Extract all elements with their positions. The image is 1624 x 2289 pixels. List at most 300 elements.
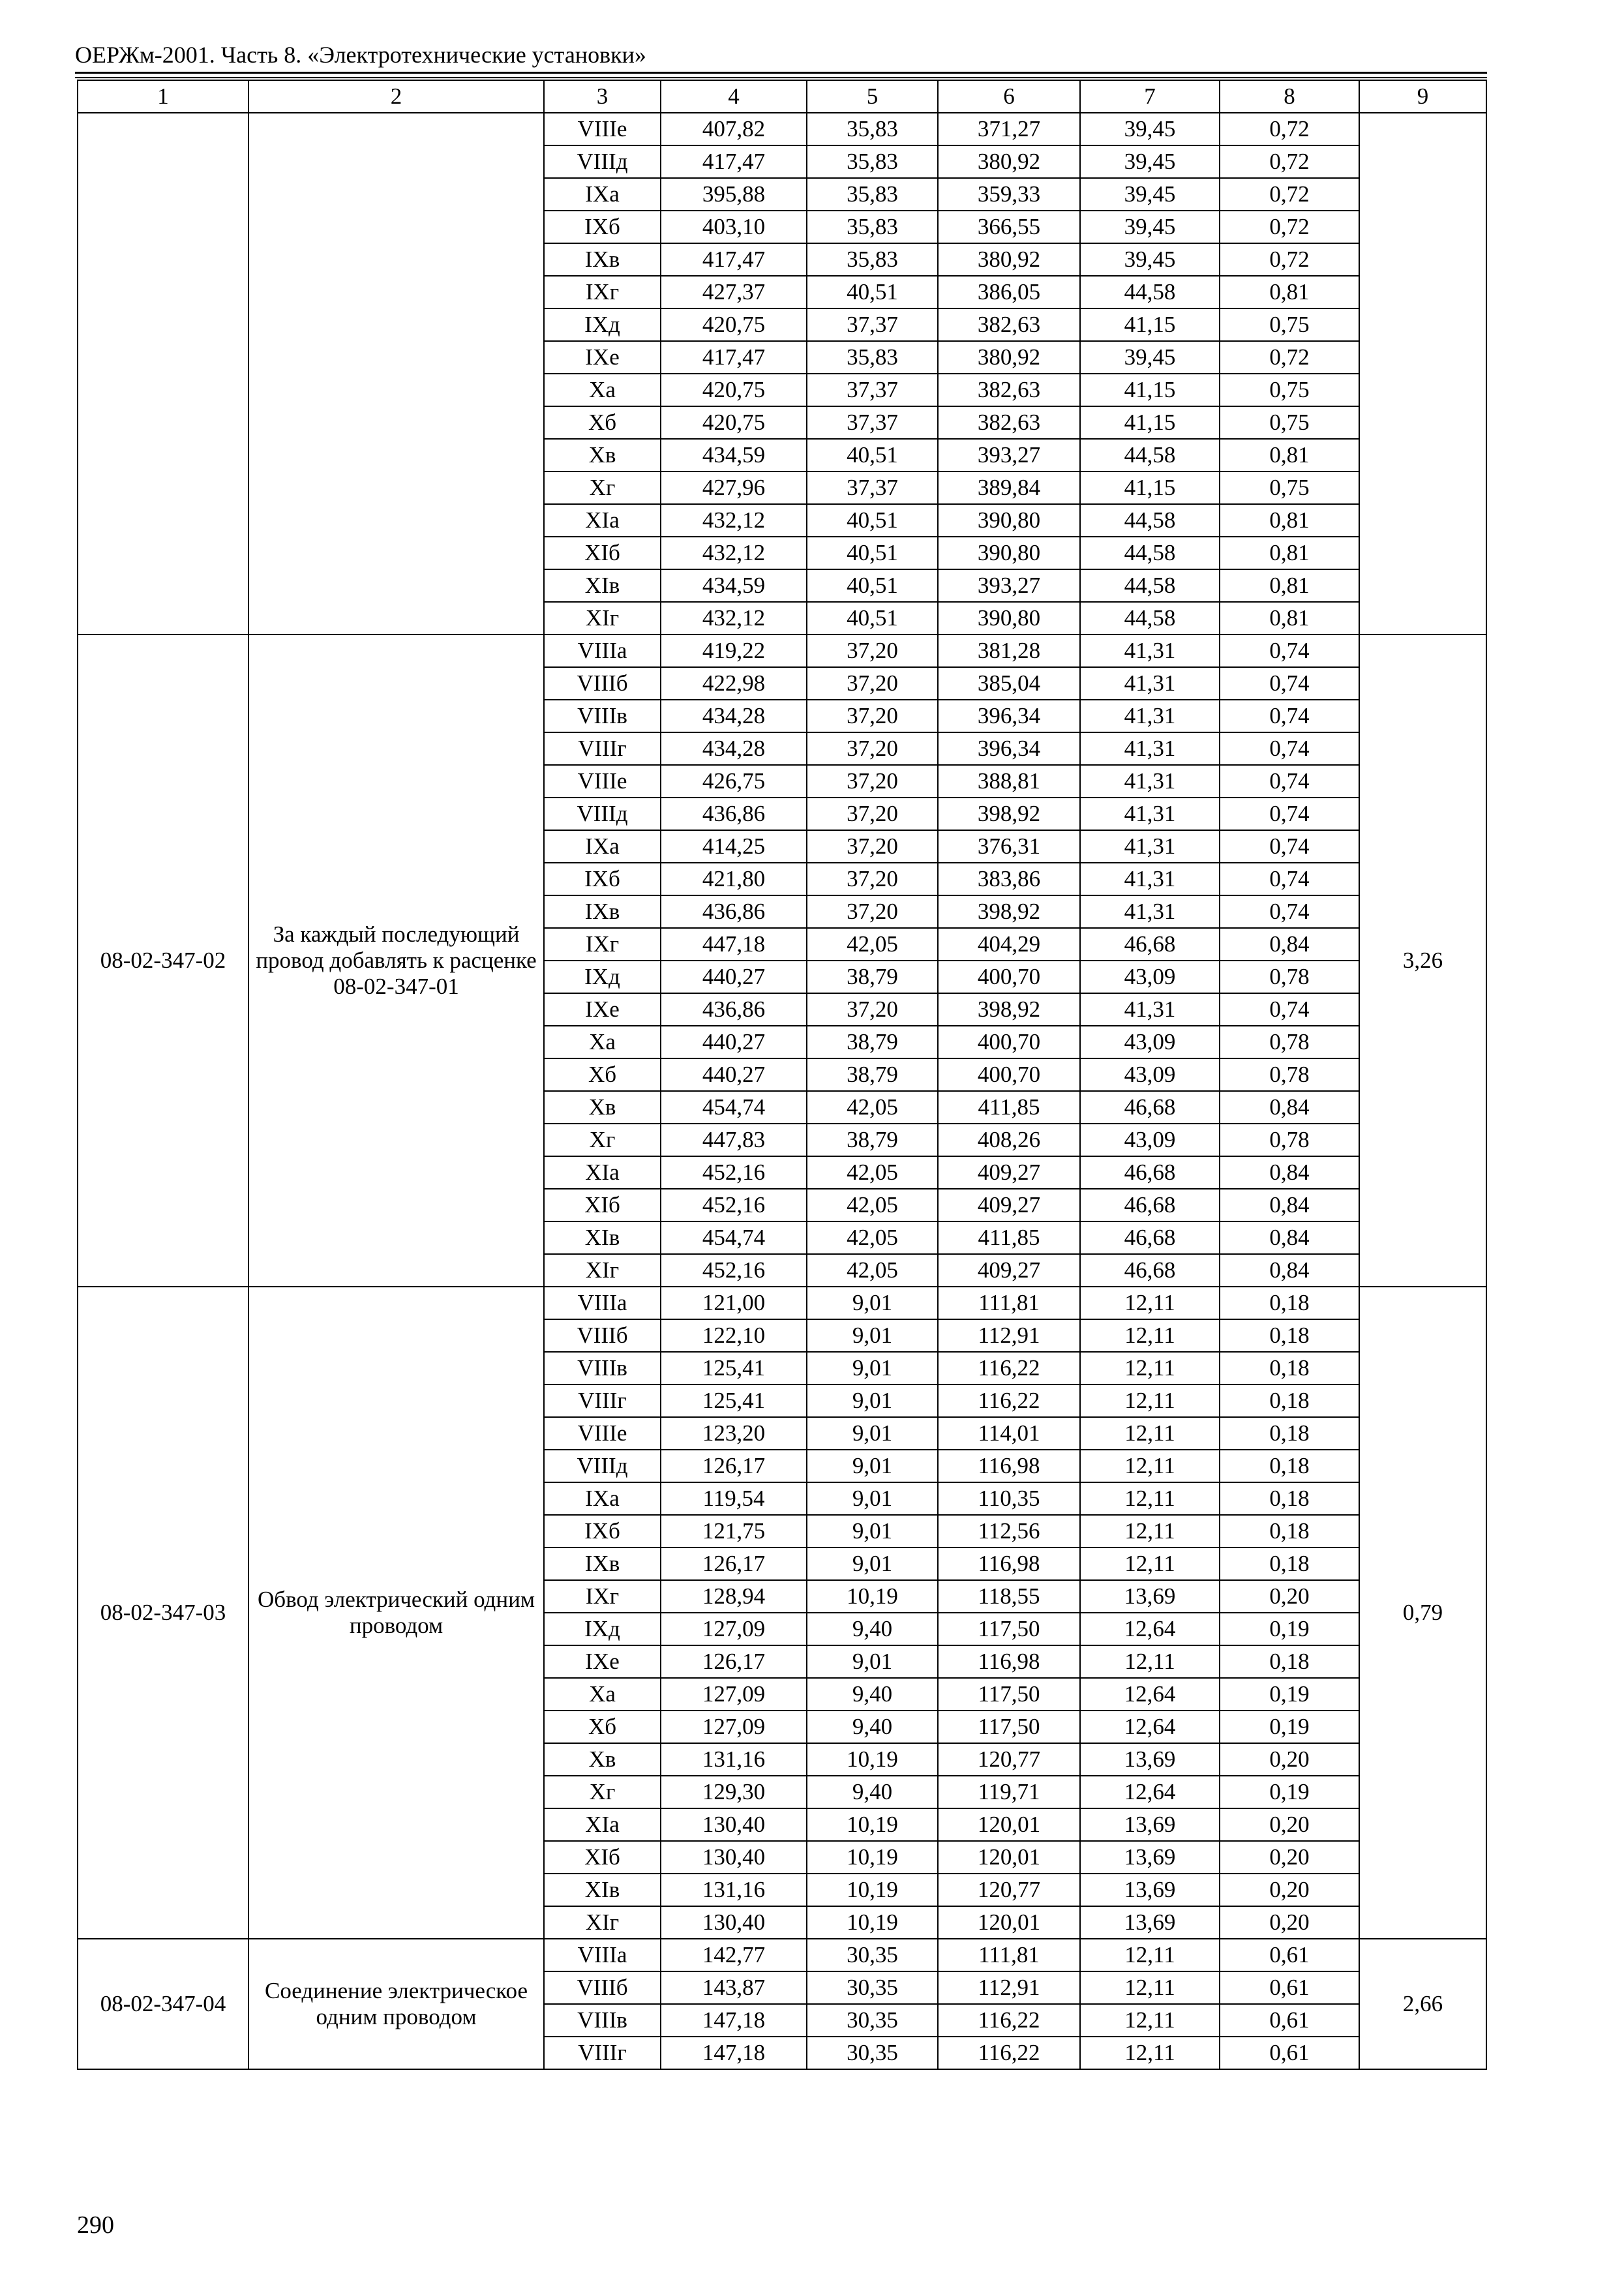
value-cell: 127,09 [661,1711,807,1743]
table-row [78,635,1486,667]
value-cell: 0,74 [1220,667,1359,700]
value-cell: 427,96 [661,471,807,504]
column-header: 7 [1080,80,1220,113]
value-cell: 37,20 [807,667,938,700]
table-row [78,113,1486,145]
value-cell: 440,27 [661,961,807,993]
value-cell: 434,59 [661,439,807,471]
zone-cell: VIIIд [544,145,661,178]
value-cell: 111,81 [938,1287,1080,1319]
value-cell: 0,18 [1220,1482,1359,1515]
value-cell: 0,18 [1220,1548,1359,1580]
value-cell: 390,80 [938,504,1080,537]
value-cell: 44,58 [1080,504,1220,537]
value-cell: 0,81 [1220,569,1359,602]
table-row [78,1287,1486,1319]
value-cell: 121,00 [661,1287,807,1319]
column-header: 5 [807,80,938,113]
value-cell: 9,40 [807,1776,938,1808]
value-cell: 10,19 [807,1580,938,1613]
value-cell: 398,92 [938,993,1080,1026]
value-cell: 9,40 [807,1678,938,1711]
value-cell: 0,84 [1220,1156,1359,1189]
value-cell: 131,16 [661,1874,807,1906]
value-cell: 0,61 [1220,2037,1359,2069]
value-cell: 38,79 [807,1058,938,1091]
value-cell: 400,70 [938,1058,1080,1091]
value-cell: 147,18 [661,2004,807,2037]
value-cell: 10,19 [807,1906,938,1939]
value-cell: 112,91 [938,1971,1080,2004]
value-cell: 38,79 [807,1124,938,1156]
value-cell: 407,82 [661,113,807,145]
labor-total [1359,113,1486,635]
zone-cell: XIб [544,1841,661,1874]
zone-cell: VIIIг [544,732,661,765]
zone-cell: IXг [544,1580,661,1613]
value-cell: 440,27 [661,1058,807,1091]
value-cell: 44,58 [1080,569,1220,602]
zone-cell: XIв [544,1874,661,1906]
zone-cell: IXв [544,1548,661,1580]
value-cell: 0,19 [1220,1613,1359,1645]
value-cell: 0,75 [1220,308,1359,341]
value-cell: 120,01 [938,1841,1080,1874]
value-cell: 116,98 [938,1548,1080,1580]
value-cell: 398,92 [938,798,1080,830]
zone-cell: VIIIа [544,635,661,667]
value-cell: 37,37 [807,406,938,439]
value-cell: 436,86 [661,895,807,928]
value-cell: 0,72 [1220,243,1359,276]
zone-cell: IXг [544,928,661,961]
value-cell: 40,51 [807,602,938,635]
zone-cell: VIIIб [544,667,661,700]
zone-cell: IXг [544,276,661,308]
value-cell: 41,31 [1080,667,1220,700]
value-cell: 35,83 [807,178,938,211]
value-cell: 39,45 [1080,113,1220,145]
value-cell: 37,20 [807,863,938,895]
value-cell: 389,84 [938,471,1080,504]
zone-cell: Xб [544,1711,661,1743]
value-cell: 37,20 [807,895,938,928]
value-cell: 30,35 [807,1971,938,2004]
value-cell: 0,20 [1220,1580,1359,1613]
value-cell: 0,61 [1220,2004,1359,2037]
value-cell: 452,16 [661,1156,807,1189]
value-cell: 0,74 [1220,635,1359,667]
value-cell: 0,81 [1220,504,1359,537]
value-cell: 41,15 [1080,471,1220,504]
zone-cell: VIIIе [544,765,661,798]
value-cell: 436,86 [661,798,807,830]
zone-cell: VIIIв [544,700,661,732]
value-cell: 30,35 [807,2037,938,2069]
value-cell: 380,92 [938,145,1080,178]
value-cell: 396,34 [938,732,1080,765]
value-cell: 13,69 [1080,1841,1220,1874]
value-cell: 371,27 [938,113,1080,145]
zone-cell: VIIIе [544,113,661,145]
value-cell: 126,17 [661,1645,807,1678]
zone-cell: VIIIв [544,1352,661,1384]
value-cell: 37,37 [807,308,938,341]
value-cell: 128,94 [661,1580,807,1613]
value-cell: 120,01 [938,1906,1080,1939]
value-cell: 417,47 [661,145,807,178]
value-cell: 0,20 [1220,1743,1359,1776]
value-cell: 12,11 [1080,1319,1220,1352]
value-cell: 112,56 [938,1515,1080,1548]
column-header: 2 [248,80,544,113]
value-cell: 39,45 [1080,243,1220,276]
value-cell: 408,26 [938,1124,1080,1156]
value-cell: 44,58 [1080,537,1220,569]
value-cell: 419,22 [661,635,807,667]
value-cell: 38,79 [807,961,938,993]
value-cell: 37,20 [807,830,938,863]
value-cell: 395,88 [661,178,807,211]
value-cell: 43,09 [1080,1026,1220,1058]
value-cell: 0,84 [1220,928,1359,961]
value-cell: 43,09 [1080,1124,1220,1156]
value-cell: 0,75 [1220,471,1359,504]
value-cell: 376,31 [938,830,1080,863]
zone-cell: Xг [544,1776,661,1808]
value-cell: 9,01 [807,1417,938,1450]
value-cell: 130,40 [661,1808,807,1841]
value-cell: 40,51 [807,504,938,537]
value-cell: 0,74 [1220,895,1359,928]
value-cell: 125,41 [661,1352,807,1384]
zone-cell: XIв [544,1221,661,1254]
value-cell: 46,68 [1080,1221,1220,1254]
column-header: 8 [1220,80,1359,113]
zone-cell: IXа [544,1482,661,1515]
value-cell: 9,01 [807,1319,938,1352]
column-header: 3 [544,80,661,113]
value-cell: 432,12 [661,537,807,569]
value-cell: 359,33 [938,178,1080,211]
value-cell: 40,51 [807,569,938,602]
value-cell: 0,84 [1220,1254,1359,1287]
value-cell: 44,58 [1080,276,1220,308]
value-cell: 120,77 [938,1874,1080,1906]
value-cell: 0,18 [1220,1450,1359,1482]
value-cell: 0,75 [1220,406,1359,439]
value-cell: 0,78 [1220,1124,1359,1156]
zone-cell: IXв [544,243,661,276]
value-cell: 400,70 [938,961,1080,993]
value-cell: 0,19 [1220,1776,1359,1808]
value-cell: 0,72 [1220,178,1359,211]
value-cell: 0,20 [1220,1874,1359,1906]
value-cell: 147,18 [661,2037,807,2069]
value-cell: 120,77 [938,1743,1080,1776]
value-cell: 44,58 [1080,439,1220,471]
value-cell: 447,83 [661,1124,807,1156]
value-cell: 37,20 [807,635,938,667]
value-cell: 42,05 [807,1189,938,1221]
value-cell: 9,01 [807,1352,938,1384]
value-cell: 0,19 [1220,1678,1359,1711]
zone-cell: VIIIа [544,1939,661,1971]
value-cell: 13,69 [1080,1874,1220,1906]
value-cell: 12,11 [1080,1515,1220,1548]
value-cell: 12,11 [1080,1352,1220,1384]
value-cell: 9,01 [807,1548,938,1580]
zone-cell: IXв [544,895,661,928]
value-cell: 121,75 [661,1515,807,1548]
value-cell: 41,15 [1080,308,1220,341]
value-cell: 0,18 [1220,1287,1359,1319]
value-cell: 41,15 [1080,406,1220,439]
value-cell: 400,70 [938,1026,1080,1058]
value-cell: 0,84 [1220,1221,1359,1254]
value-cell: 39,45 [1080,145,1220,178]
labor-total: 3,26 [1359,635,1486,1287]
value-cell: 0,20 [1220,1808,1359,1841]
value-cell: 12,11 [1080,1939,1220,1971]
value-cell: 42,05 [807,1221,938,1254]
value-cell: 46,68 [1080,928,1220,961]
value-cell: 42,05 [807,1254,938,1287]
zone-cell: IXд [544,308,661,341]
value-cell: 9,01 [807,1384,938,1417]
value-cell: 0,81 [1220,439,1359,471]
zone-cell: Xв [544,1091,661,1124]
value-cell: 43,09 [1080,1058,1220,1091]
value-cell: 46,68 [1080,1091,1220,1124]
value-cell: 123,20 [661,1417,807,1450]
value-cell: 380,92 [938,243,1080,276]
value-cell: 117,50 [938,1711,1080,1743]
header-rule [75,72,1487,74]
value-cell: 386,05 [938,276,1080,308]
rate-code: 08-02-347-02 [78,635,248,1287]
zone-cell: XIа [544,1156,661,1189]
value-cell: 37,20 [807,700,938,732]
value-cell: 393,27 [938,439,1080,471]
zone-cell: Xа [544,374,661,406]
value-cell: 41,15 [1080,374,1220,406]
value-cell: 42,05 [807,1091,938,1124]
value-cell: 421,80 [661,863,807,895]
value-cell: 127,09 [661,1678,807,1711]
value-cell: 426,75 [661,765,807,798]
value-cell: 0,74 [1220,765,1359,798]
value-cell: 116,22 [938,2004,1080,2037]
value-cell: 0,20 [1220,1906,1359,1939]
value-cell: 12,64 [1080,1776,1220,1808]
value-cell: 0,18 [1220,1384,1359,1417]
zone-cell: IXа [544,178,661,211]
rate-description [248,113,544,635]
value-cell: 9,40 [807,1613,938,1645]
value-cell: 436,86 [661,993,807,1026]
value-cell: 41,31 [1080,863,1220,895]
value-cell: 0,78 [1220,1058,1359,1091]
value-cell: 111,81 [938,1939,1080,1971]
value-cell: 0,18 [1220,1352,1359,1384]
value-cell: 454,74 [661,1221,807,1254]
zone-cell: Xа [544,1026,661,1058]
value-cell: 434,59 [661,569,807,602]
table-row [78,1939,1486,1971]
value-cell: 37,20 [807,993,938,1026]
value-cell: 0,72 [1220,113,1359,145]
value-cell: 12,64 [1080,1613,1220,1645]
value-cell: 0,74 [1220,830,1359,863]
value-cell: 13,69 [1080,1580,1220,1613]
zone-cell: XIб [544,537,661,569]
value-cell: 0,84 [1220,1189,1359,1221]
value-cell: 35,83 [807,341,938,374]
zone-cell: VIIIг [544,2037,661,2069]
header-rule-thin [75,77,1487,78]
value-cell: 440,27 [661,1026,807,1058]
value-cell: 37,20 [807,732,938,765]
zone-cell: VIIIб [544,1319,661,1352]
value-cell: 427,37 [661,276,807,308]
zone-cell: IXд [544,961,661,993]
value-cell: 43,09 [1080,961,1220,993]
zone-cell: Xв [544,1743,661,1776]
value-cell: 37,20 [807,798,938,830]
value-cell: 409,27 [938,1156,1080,1189]
value-cell: 0,61 [1220,1939,1359,1971]
value-cell: 37,37 [807,471,938,504]
value-cell: 41,31 [1080,700,1220,732]
value-cell: 420,75 [661,308,807,341]
value-cell: 30,35 [807,2004,938,2037]
value-cell: 0,84 [1220,1091,1359,1124]
value-cell: 0,72 [1220,211,1359,243]
value-cell: 30,35 [807,1939,938,1971]
value-cell: 432,12 [661,602,807,635]
value-cell: 12,64 [1080,1678,1220,1711]
value-cell: 12,11 [1080,1450,1220,1482]
norms-table [77,80,1487,2070]
zone-cell: VIIIб [544,1971,661,2004]
value-cell: 0,72 [1220,341,1359,374]
value-cell: 382,63 [938,308,1080,341]
value-cell: 0,20 [1220,1841,1359,1874]
value-cell: 46,68 [1080,1189,1220,1221]
value-cell: 385,04 [938,667,1080,700]
value-cell: 12,11 [1080,1971,1220,2004]
value-cell: 12,11 [1080,1287,1220,1319]
value-cell: 432,12 [661,504,807,537]
value-cell: 411,85 [938,1221,1080,1254]
value-cell: 390,80 [938,602,1080,635]
zone-cell: XIа [544,504,661,537]
zone-cell: IXб [544,863,661,895]
value-cell: 37,20 [807,765,938,798]
rate-code [78,113,248,635]
value-cell: 10,19 [807,1841,938,1874]
value-cell: 9,01 [807,1450,938,1482]
zone-cell: IXе [544,1645,661,1678]
value-cell: 131,16 [661,1743,807,1776]
value-cell: 12,11 [1080,2004,1220,2037]
zone-cell: XIв [544,569,661,602]
value-cell: 41,31 [1080,798,1220,830]
value-cell: 0,81 [1220,276,1359,308]
value-cell: 0,18 [1220,1645,1359,1678]
value-cell: 0,72 [1220,145,1359,178]
value-cell: 39,45 [1080,178,1220,211]
value-cell: 0,18 [1220,1515,1359,1548]
column-number-row [78,80,1486,113]
rate-code: 08-02-347-03 [78,1287,248,1939]
value-cell: 0,78 [1220,961,1359,993]
value-cell: 417,47 [661,341,807,374]
value-cell: 414,25 [661,830,807,863]
value-cell: 130,40 [661,1906,807,1939]
zone-cell: XIб [544,1189,661,1221]
value-cell: 434,28 [661,700,807,732]
value-cell: 411,85 [938,1091,1080,1124]
zone-cell: Xг [544,471,661,504]
column-header: 4 [661,80,807,113]
value-cell: 40,51 [807,537,938,569]
value-cell: 10,19 [807,1743,938,1776]
value-cell: 403,10 [661,211,807,243]
labor-total: 2,66 [1359,1939,1486,2069]
value-cell: 46,68 [1080,1156,1220,1189]
value-cell: 38,79 [807,1026,938,1058]
value-cell: 12,11 [1080,2037,1220,2069]
value-cell: 13,69 [1080,1808,1220,1841]
value-cell: 119,54 [661,1482,807,1515]
value-cell: 452,16 [661,1189,807,1221]
value-cell: 125,41 [661,1384,807,1417]
page-header: ОЕРЖм-2001. Часть 8. «Электротехнические установки» [75,42,646,68]
value-cell: 12,11 [1080,1482,1220,1515]
value-cell: 116,22 [938,1352,1080,1384]
value-cell: 13,69 [1080,1906,1220,1939]
zone-cell: VIIIе [544,1417,661,1450]
value-cell: 117,50 [938,1613,1080,1645]
zone-cell: IXе [544,993,661,1026]
value-cell: 390,80 [938,537,1080,569]
rate-description: Обвод электрический одним проводом [248,1287,544,1939]
value-cell: 0,78 [1220,1026,1359,1058]
value-cell: 116,22 [938,1384,1080,1417]
value-cell: 404,29 [938,928,1080,961]
value-cell: 0,81 [1220,602,1359,635]
value-cell: 9,01 [807,1287,938,1319]
value-cell: 420,75 [661,406,807,439]
value-cell: 41,31 [1080,993,1220,1026]
value-cell: 388,81 [938,765,1080,798]
value-cell: 40,51 [807,276,938,308]
value-cell: 10,19 [807,1808,938,1841]
column-header: 6 [938,80,1080,113]
value-cell: 0,74 [1220,863,1359,895]
value-cell: 447,18 [661,928,807,961]
value-cell: 452,16 [661,1254,807,1287]
value-cell: 122,10 [661,1319,807,1352]
value-cell: 409,27 [938,1254,1080,1287]
value-cell: 9,01 [807,1482,938,1515]
value-cell: 41,31 [1080,830,1220,863]
value-cell: 9,01 [807,1515,938,1548]
value-cell: 116,22 [938,2037,1080,2069]
value-cell: 114,01 [938,1417,1080,1450]
